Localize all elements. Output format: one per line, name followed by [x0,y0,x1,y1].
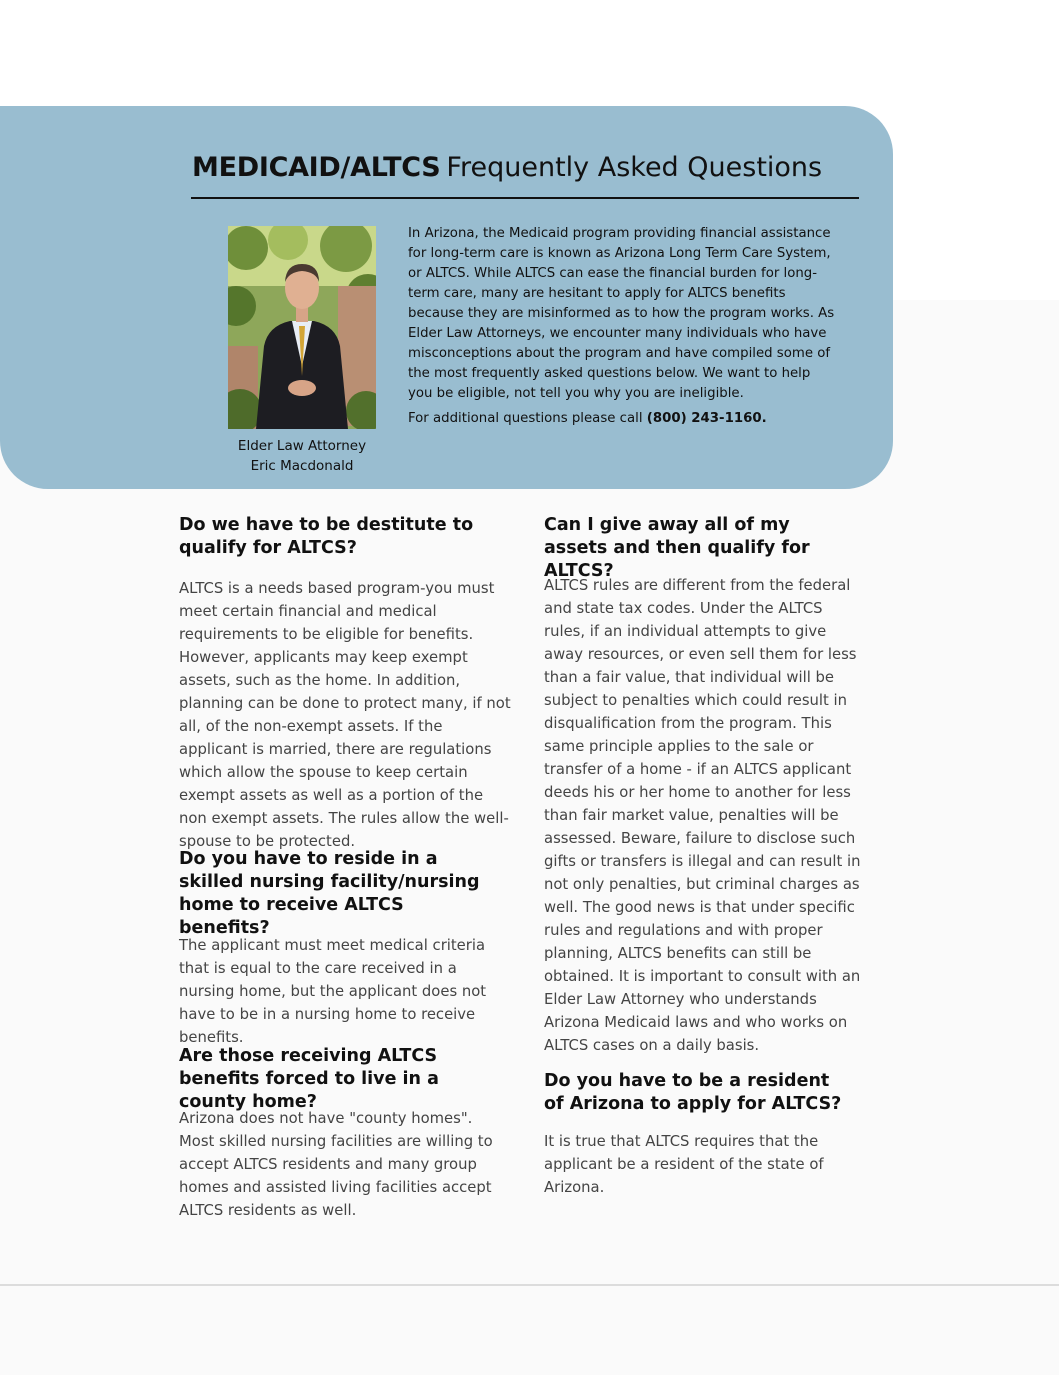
faq-question-2: Do you have to reside in a skilled nursing facility/nursing home to receive ALTCS benefits? [179,849,480,938]
page-title-bold: MEDICAID/ALTCS [192,152,441,183]
caption-name: Eric Macdonald [250,458,354,474]
caption-title: Elder Law Attorney [237,438,367,454]
attorney-photo [228,226,376,429]
faq-question-1: Do we have to be destitute to qualify for ALTCS? [179,515,474,558]
faq-answer-2: The applicant must meet medical criteria that is equal to the care received in a nursing home, but the applicant does not have to be in a nursing home to receive benefits. [179,937,487,1046]
faq-question-5: Do you have to be a resident of Arizona to apply for ALTCS? [544,1071,842,1114]
footer-divider [0,1284,1059,1286]
intro-paragraph: In Arizona, the Medicaid program providing financial assistance for long-term care is known as Arizona Long Term Care System, or ALTCS. While ALTCS can ease the financial burden for long-term care, many are hesitant to apply for ALTCS benefits because they are misinformed as to how the program works. As Elder Law Attorneys, we encounter many individuals who have misconceptions about the program and have compiled some of the most frequently asked questions below. We want to help you be eligible, not tell you why you are ineligible. [408,226,835,401]
intro-text [408,224,838,429]
contact-text: For additional questions please call [408,411,647,426]
faq-answer-4: ALTCS rules are different from the federal and state tax codes. Under the ALTCS rules, if an individual attempts to give away resources, or even sell them for less than a fair value, that individual will be subject to penalties which could result in disqualification from the program. This same principle applies to the sale or transfer of a home - if an ALTCS applicant deeds his or her home to another for less than fair market value, penalties will be assessed. Beware, failure to disclose such gifts or transfers is illegal and can result in not only penalties, but criminal charges as well. The good news is that under specific rules and regulations and with proper planning, ALTCS benefits can still be obtained. It is important to consult with an Elder Law Attorney who understands Arizona Medicaid laws and who works on ALTCS cases on a daily basis. [544,577,861,1054]
page-title-light: Frequently Asked Questions [446,152,823,183]
faq-answer-5: It is true that ALTCS requires that the applicant be a resident of the state of Arizona. [544,1133,824,1196]
faq-answer-1: ALTCS is a needs based program-you must meet certain financial and medical requirements to be eligible for benefits. However, applicants may keep exempt assets, such as the home. In addition, planning can be done to protect many, if not all, of the non-exempt assets. If the applicant is married, there are regulations which allow the spouse to keep certain exempt assets as well as a portion of the non exempt assets. The rules allow the well-spouse to be protected. [179,580,511,850]
faq-answer-3: Arizona does not have "county homes". Most skilled nursing facilities are willing to accept ALTCS residents and many group homes and assisted living facilities accept ALTCS residents as well. [179,1110,493,1219]
phone-number: (800) 243-1160. [646,411,767,426]
faq-question-4: Can I give away all of my assets and then qualify for ALTCS? [544,515,810,581]
photo-caption [228,436,376,476]
page-title [192,152,859,200]
title-underline [191,197,859,199]
faq-question-3: Are those receiving ALTCS benefits forced to live in a county home? [179,1046,439,1112]
contact-line [408,409,838,429]
